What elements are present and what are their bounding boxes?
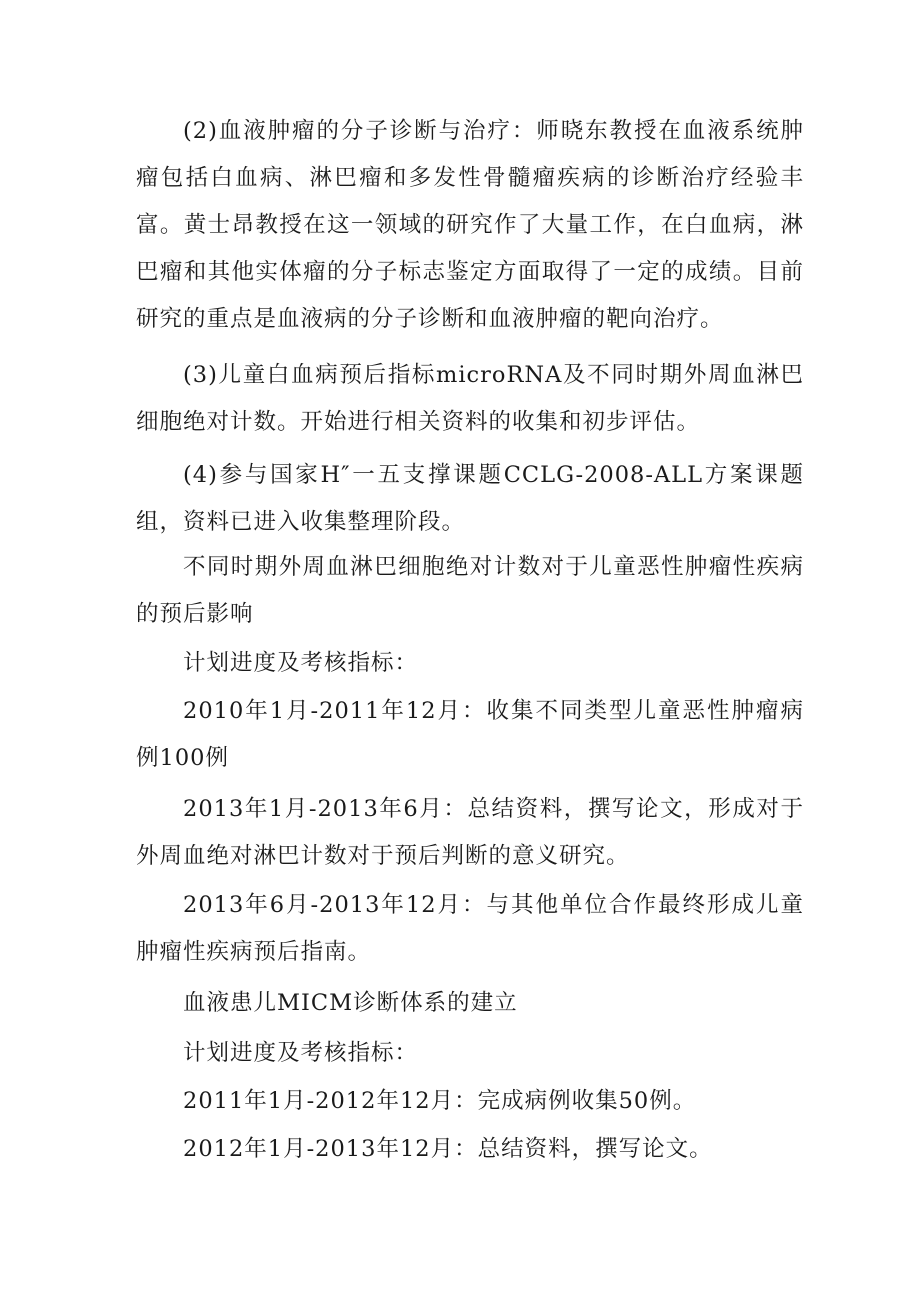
plan-heading-1: 计划进度及考核指标： — [183, 650, 419, 676]
plan-item-2011: 2011年1月-2012年12月：完成病例收集50例。 — [183, 1088, 697, 1114]
plan-item-2013-second-half: 2013年6月-2013年12月：与其他单位合作最终形成儿童肿瘤性疾病预后指南。 — [136, 892, 804, 965]
section-title-micm: 血液患儿MICM诊断体系的建立 — [183, 990, 518, 1016]
plan-heading-2: 计划进度及考核指标： — [183, 1040, 419, 1066]
plan-item-2012: 2012年1月-2013年12月：总结资料，撰写论文。 — [183, 1136, 713, 1162]
section-title-lymphocyte-count: 不同时期外周血淋巴细胞绝对计数对于儿童恶性肿瘤性疾病的预后影响 — [136, 554, 804, 627]
plan-item-2013-first-half: 2013年1月-2013年6月：总结资料，撰写论文，形成对于外周血绝对淋巴计数对于预后判断的意义研究。 — [136, 796, 804, 869]
paragraph-microrna: (3)儿童白血病预后指标microRNA及不同时期外周血淋巴细胞绝对计数。开始进行相关资料的收集和初步评估。 — [136, 362, 804, 435]
plan-item-2010: 2010年1月-2011年12月：收集不同类型儿童恶性肿瘤病例100例 — [136, 698, 804, 771]
paragraph-cclg-project: (4)参与国家H″一五支撑课题CCLG-2008-ALL方案课题组，资料已进入收集整理阶段。 — [136, 462, 804, 535]
paragraph-molecular-diagnosis: (2)血液肿瘤的分子诊断与治疗：师晓东教授在血液系统肿瘤包括白血病、淋巴瘤和多发性骨髓瘤疾病的诊断治疗经验丰富。黄士昂教授在这一领域的研究作了大量工作，在白血病，淋巴瘤和其他实体瘤的分子标志鉴定方面取得了一定的成绩。目前研究的重点是血液病的分子诊断和血液肿瘤的靶向治疗。 — [136, 118, 804, 332]
